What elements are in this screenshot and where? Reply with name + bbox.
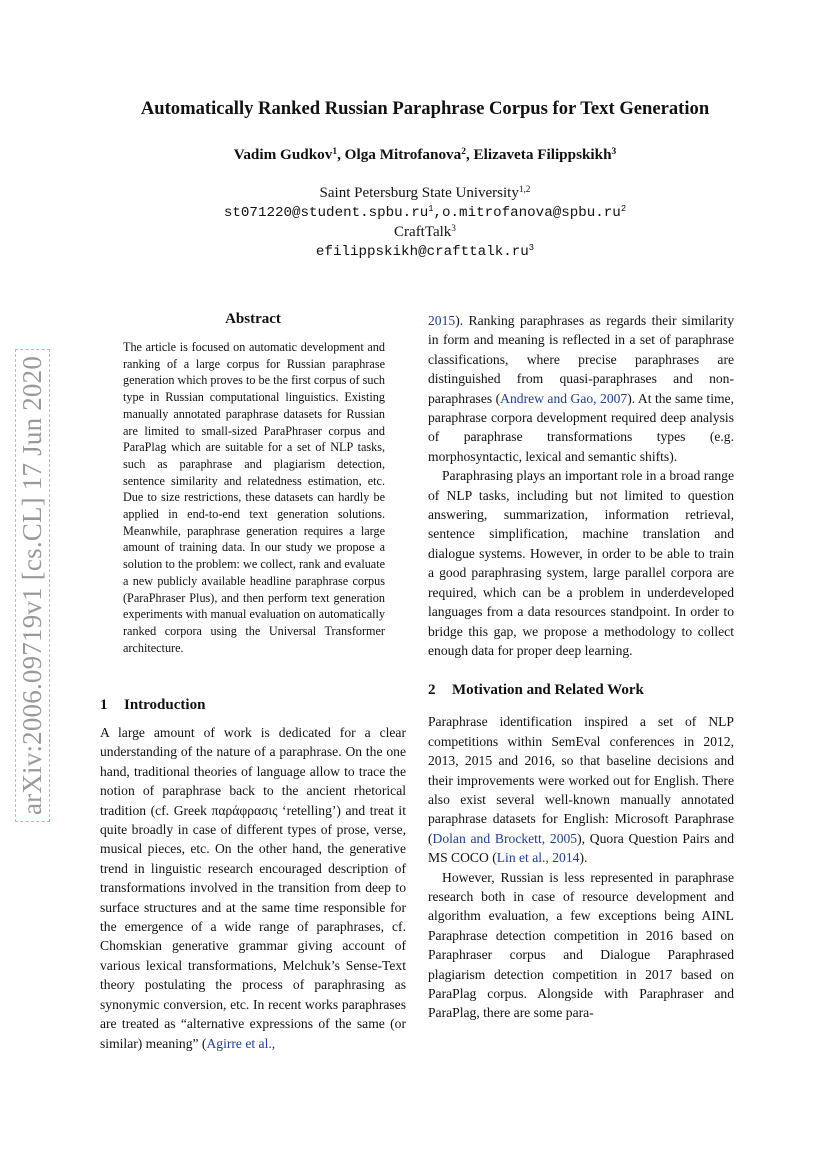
arxiv-sidebar-stamp bbox=[12, 340, 54, 830]
section-number: 1 bbox=[100, 697, 108, 713]
paragraph-text: ), Quora Question Pairs and MS COCO ( bbox=[428, 830, 734, 866]
abstract-heading: Abstract bbox=[225, 311, 281, 327]
paragraph-text: ). Ranking paraphrases as regards their similarity in form and meaning is reflected in a set of paraphrase classifications, where precise paraphrases are distinguished from quasi-paraphrases and non-paraphrases ( bbox=[428, 313, 734, 406]
paragraph-text: ). At the same time, paraphrase corpora development required deep analysis of paraphrase transformations types (e.g. morphosyntactic, lexical and semantic shifts). bbox=[428, 390, 734, 464]
citation-link[interactable]: Agirre et al., bbox=[206, 1035, 276, 1051]
section-heading bbox=[100, 697, 406, 714]
affiliation-mark: 3 bbox=[451, 223, 456, 234]
right-column bbox=[428, 311, 734, 1023]
author-separator: , bbox=[337, 146, 345, 163]
email-line-1 bbox=[90, 204, 760, 224]
introduction-section bbox=[100, 697, 406, 1053]
author-list bbox=[90, 146, 760, 164]
university-name: Saint Petersburg State University bbox=[319, 185, 519, 201]
paragraph-text: A large amount of work is dedicated for a clear understanding of the nature of a paraphrase. On the one hand, traditional theories of language allow to trace the notion of paraphrase back to the ancient rhetorical tradition (cf. Greek παράφρασις ‘retelling’) and treat it quite broadly in case of different types of prose, verse, musical pieces, etc. On the other hand, the generative trend in linguistic research encouraged description of transformations involved in the transition from deep to surface structures and at the same time responsible for the emergence of a wide range of paraphrases, cf. Chomskian generative grammar giving account of various lexical transformations, Melchuk’s Sense-Text theory postulating the process of paraphrasing as synonymic conversion, etc. In recent works paraphrases are treated as “alternative expressions of the same (or similar) meaning” ( bbox=[100, 725, 406, 1051]
citation-link[interactable]: Andrew and Gao, 2007 bbox=[500, 390, 628, 406]
section-title: Introduction bbox=[124, 697, 206, 713]
affiliation-mark: 1 bbox=[428, 203, 434, 214]
author-affiliation-mark: 1 bbox=[332, 146, 338, 157]
section-heading bbox=[428, 682, 734, 699]
affiliation-mark: 3 bbox=[528, 242, 535, 253]
continued-paragraph bbox=[428, 311, 734, 466]
arxiv-identifier: arXiv:2006.09719v1 [cs.CL] 17 Jun 2020 bbox=[16, 348, 51, 821]
company-name: CraftTalk bbox=[394, 224, 452, 240]
affiliation-mark: 1,2 bbox=[518, 184, 531, 195]
affiliations bbox=[90, 184, 760, 262]
abstract-body bbox=[123, 339, 385, 656]
introduction-paragraph bbox=[100, 723, 406, 1053]
abstract-text: The article is focused on automatic development and ranking of a large corpus for Russian paraphrase generation which proves to be the first corpus of such type in Russian computational linguistics. Existing manually annotated paraphrase datasets for Russian are limited to small-sized ParaPhraser corpus and ParaPlag which are suitable for a set of NLP tasks, such as paraphrase and plagiarism detection, sentence similarity and relatedness estimation, etc. Due to size restrictions, these datasets can hardly be applied in end-to-end text generation solutions. Meanwhile, paraphrase generation requires a large amount of training data. In our study we propose a solution to the problem: we collect, rank and evaluate a new publicly available headline paraphrase corpus (ParaPhraser Plus), and then perform text generation experiments with manual evaluation on automatically ranked corpora using the Universal Transformer architecture. bbox=[123, 340, 385, 655]
author-name: Olga Mitrofanova bbox=[344, 146, 462, 163]
citation-link[interactable]: 2015 bbox=[428, 313, 456, 328]
author-affiliation-mark: 2 bbox=[461, 146, 466, 157]
email-address: efilippskikh@crafttalk.ru bbox=[315, 243, 529, 260]
email-address: st071220@student.spbu.ru bbox=[223, 204, 429, 221]
email-separator: , bbox=[433, 204, 443, 221]
motivation-paragraph: However, Russian is less represented in paraphrase research both in case of resource development and algorithm evaluation, a few exceptions being AINL Paraphrase detection competition in 2016 based on Paraphraser corpus and Dialogue Paraphrased plagiarism detection competition in 2017 based on ParaPlag corpus. Alongside with Paraphraser and ParaPlag, there are some para- bbox=[428, 869, 734, 1021]
author-name: Vadim Gudkov bbox=[233, 146, 333, 163]
company-line bbox=[90, 223, 760, 243]
author-name: Elizaveta Filippskikh bbox=[473, 146, 612, 163]
author-separator: , bbox=[465, 146, 474, 163]
paragraph-text: ). bbox=[579, 850, 588, 866]
citation-link[interactable]: Dolan and Brockett, 2005 bbox=[432, 830, 578, 846]
section-number: 2 bbox=[428, 682, 436, 699]
university-line bbox=[90, 184, 760, 204]
section-title: Motivation and Related Work bbox=[452, 682, 644, 699]
paragraph: Paraphrasing plays an important role in a broad range of NLP tasks, including but not limited to question answering, summarization, information retrieval, sentence simplification, machine translation and dialogue systems. However, in order to be able to train a good paraphrasing system, large parallel corpora are required, which can be a problem in underdeveloped languages from a data resources standpoint. In order to bridge this gap, we propose a methodology to collect enough data for proper deep learning. bbox=[428, 468, 734, 658]
affiliation-mark: 2 bbox=[620, 203, 627, 214]
citation-link[interactable]: Lin et al., 2014 bbox=[496, 850, 580, 866]
author-affiliation-mark: 3 bbox=[611, 146, 617, 157]
email-line-2 bbox=[90, 243, 760, 263]
paragraph-text: Paraphrase identification inspired a set of NLP competitions within SemEval conferences in 2012, 2013, 2015 and 2016, so that baseline decisions and their improvements were worked out for English. There also exist several well-known manually annotated paraphrase datasets for English: Microsoft Paraphrase ( bbox=[428, 714, 734, 846]
motivation-paragraph bbox=[428, 712, 734, 867]
paper-title: Automatically Ranked Russian Paraphrase Corpus for Text Generation bbox=[140, 98, 710, 119]
email-address: o.mitrofanova@spbu.ru bbox=[442, 204, 621, 221]
